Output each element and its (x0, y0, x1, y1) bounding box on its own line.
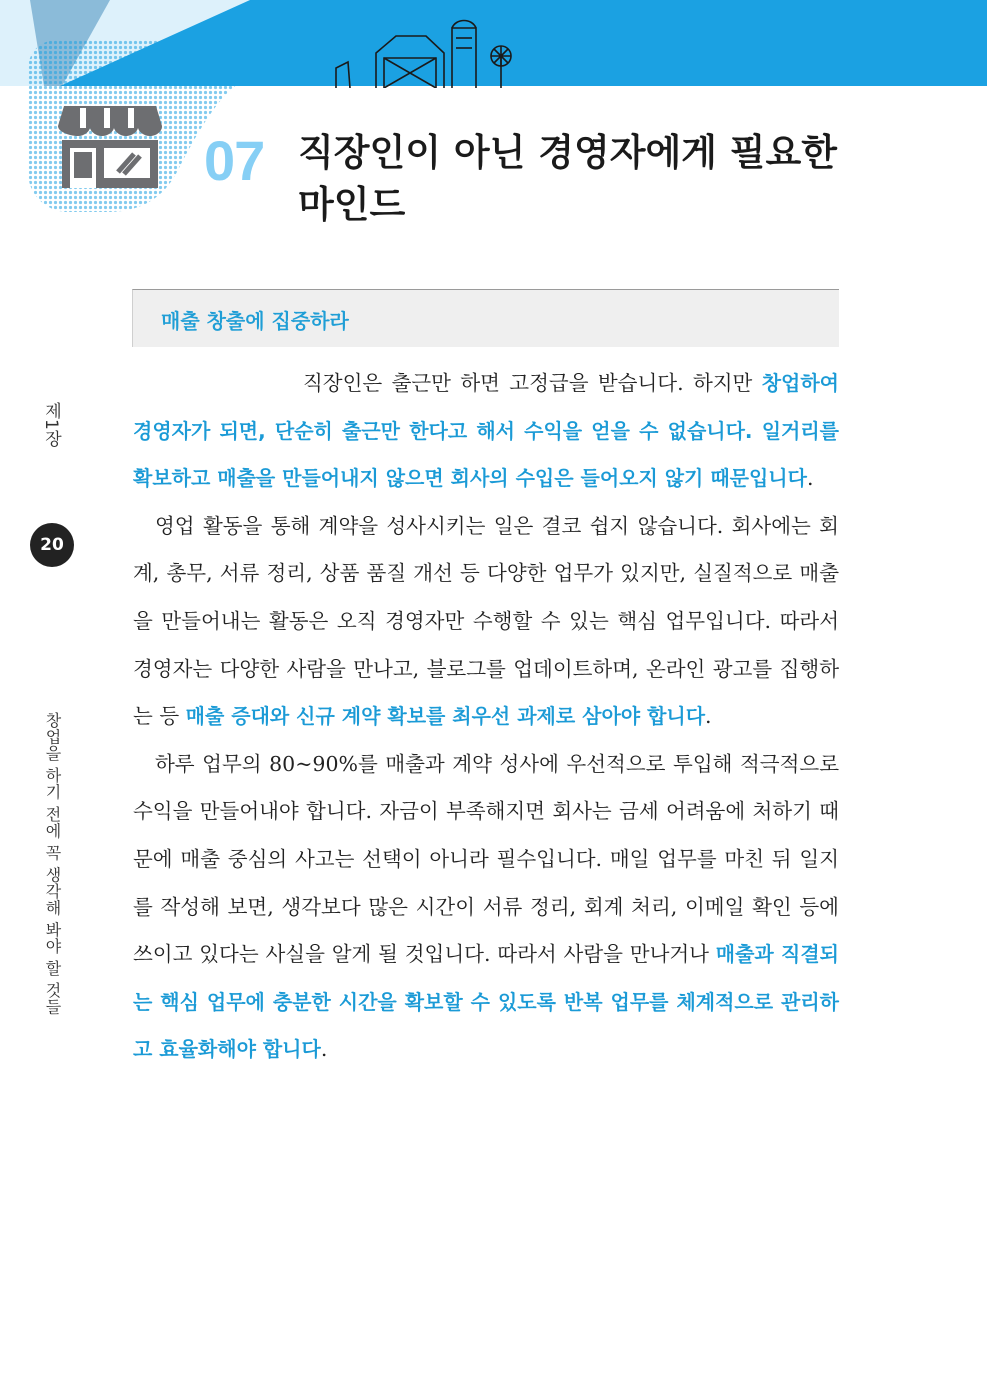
highlighted-text: 매출 증대와 신규 계약 확보를 최우선 과제로 삼아야 합니다 (185, 704, 706, 729)
chapter-title-line-2: 마인드 (298, 183, 406, 226)
paragraph-text: 영업 활동을 통해 계약을 성사시키는 일은 결코 쉽지 않습니다. 회사에는 회계, 총무, 서류 정리, 상품 품질 개선 등 다양한 업무가 있지만, 실질적으로 매출을 만들어내는 활동은 오직 경영자만 수행할 수 있는 핵심 업무입니다. 따라서 경영자는 다양한 사람을 만나고, 블로그를 업데이트하며, 온라인 광고를 집행하는 등 (133, 513, 839, 729)
paragraph-text: 하루 업무의 80~90%를 매출과 계약 성사에 우선적으로 투입해 적극적으로 수익을 만들어내야 합니다. 자금이 부족해지면 회사는 금세 어려움에 처하기 때문에 매출 중심의 사고는 선택이 아니라 필수입니다. 매일 업무를 마친 뒤 일지를 작성해 보면, 생각보다 많은 시간이 서류 정리, 회계 처리, 이메일 확인 등에 쓰이고 있다는 사실을 알게 될 것입니다. 따라서 사람을 만나거나 (133, 751, 839, 967)
paragraph-text: . (806, 466, 814, 491)
paragraph-text: . (320, 1037, 328, 1062)
side-book-title: 창업을 하기 전에 꼭 생각해 봐야 할 것들 (43, 712, 62, 1016)
highlighted-text: 창업하여 경영자가 되면, 단순히 출근만 한다고 해서 수익을 얻을 수 없습니다. 일거리를 확보하고 매출을 만들어내지 않으면 회사의 수입은 들어오지 않기 때문입니다 (133, 371, 839, 491)
section-subheading-box (132, 289, 839, 347)
chapter-number: 07 (204, 129, 265, 192)
paragraph (133, 360, 839, 503)
side-chapter-label: 제1장 (41, 402, 61, 447)
section-subheading: 매출 창출에 집중하라 (161, 309, 349, 333)
store-icon (58, 102, 162, 188)
paragraph-text: . (705, 704, 712, 729)
paragraph-text: 직장인은 출근만 하면 고정급을 받습니다. 하지만 (303, 371, 762, 395)
paragraph (133, 741, 839, 1074)
farm-illustration (326, 18, 526, 88)
body-text (133, 360, 839, 1074)
chapter-title-line-1: 직장인이 아닌 경영자에게 필요한 (298, 131, 838, 174)
paragraph (133, 503, 839, 741)
highlighted-text: 매출과 직결되는 핵심 업무에 충분한 시간을 확보할 수 있도록 반복 업무를 체계적으로 관리하고 효율화해야 합니다 (133, 942, 839, 1062)
page-number-badge: 20 (30, 523, 74, 567)
chapter-title (298, 127, 858, 231)
